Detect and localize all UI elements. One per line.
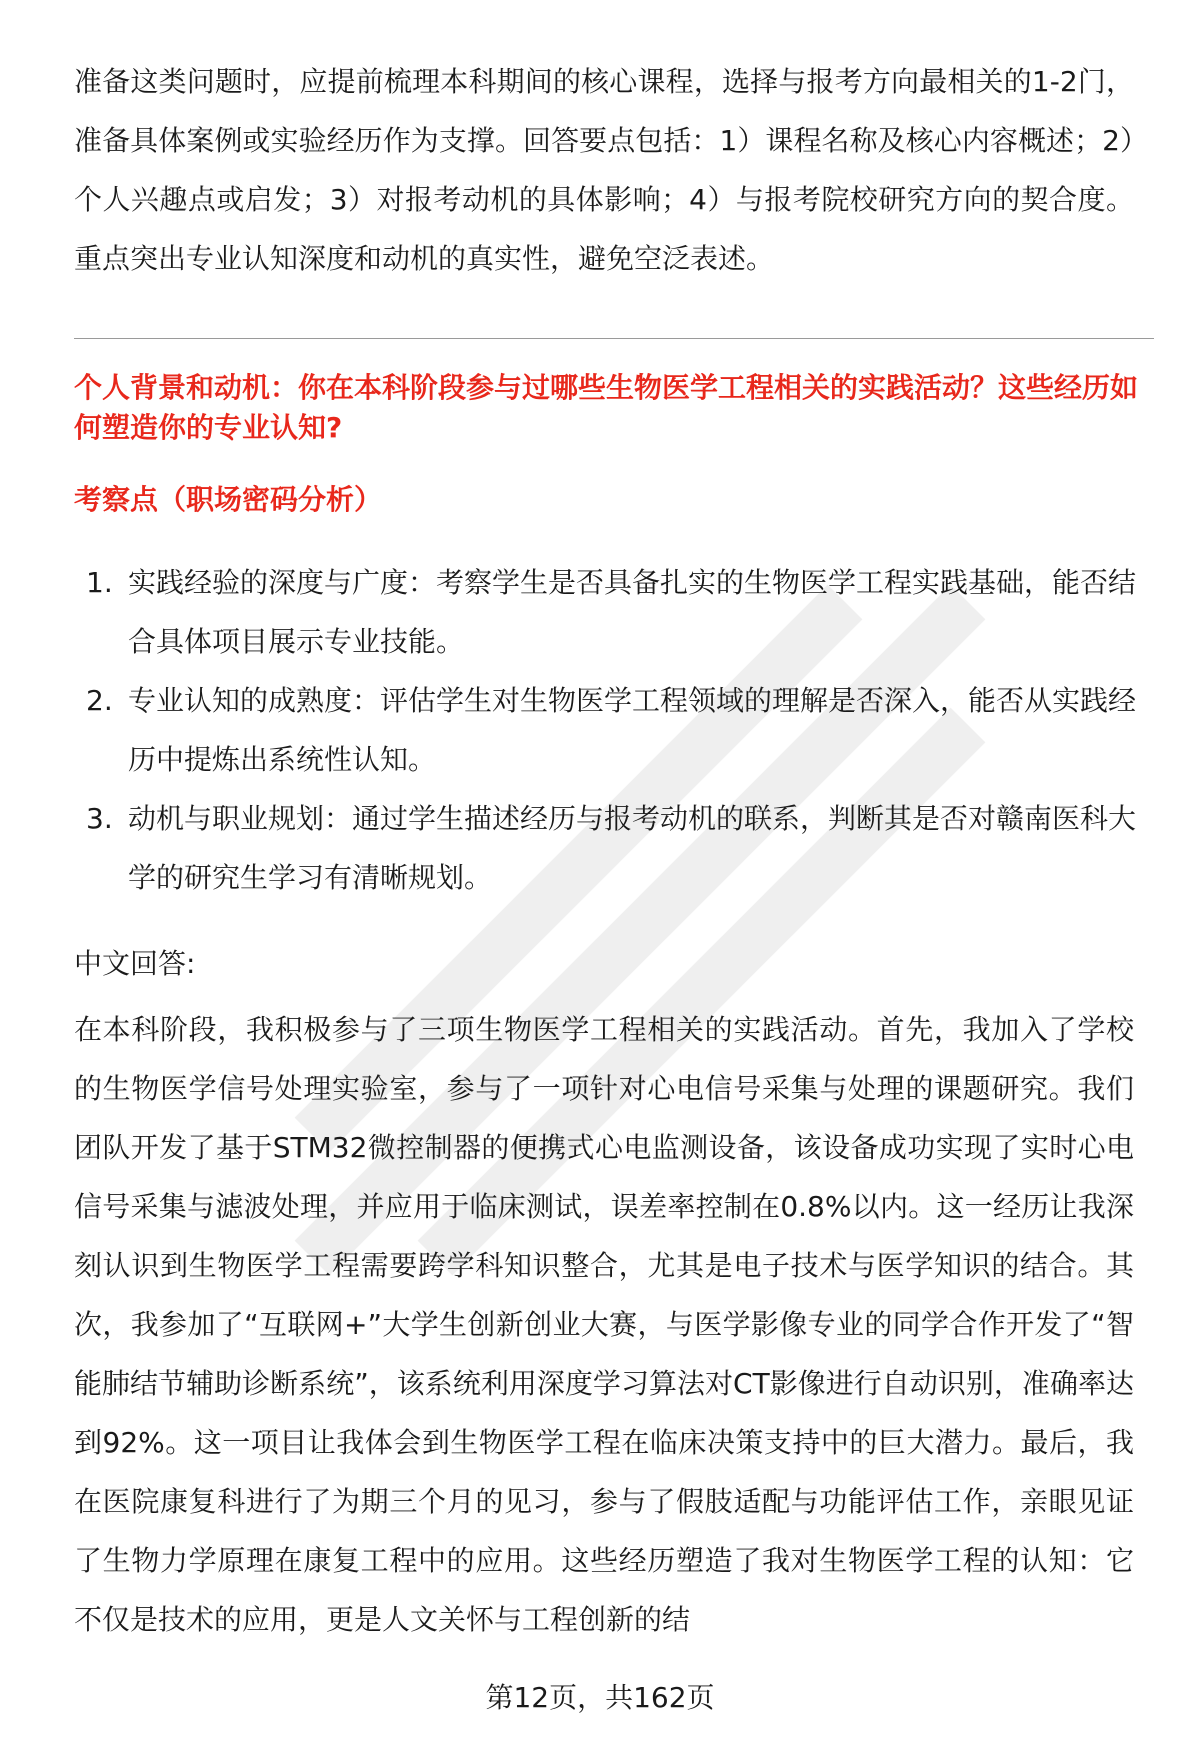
list-item-text: 实践经验的深度与广度：考察学生是否具备扎实的生物医学工程实践基础，能否结合具体项目展示专业技能。 xyxy=(128,566,1137,658)
answer-paragraph: 在本科阶段，我积极参与了三项生物医学工程相关的实践活动。首先，我加入了学校的生物医学信号处理实验室，参与了一项针对心电信号采集与处理的课题研究。我们团队开发了基于STM32微控制器的便携式心电监测设备，该设备成功实现了实时心电信号采集与滤波处理，并应用于临床测试，误差率控制在0.8%以内。这一经历让我深刻认识到生物医学工程需要跨学科知识整合，尤其是电子技术与医学知识的结合。其次，我参加了“互联网+”大学生创新创业大赛，与医学影像专业的同学合作开发了“智能肺结节辅助诊断系统”，该系统利用深度学习算法对CT影像进行自动识别，准确率达到92%。这一项目让我体会到生物医学工程在临床决策支持中的巨大潜力。最后，我在医院康复科进行了为期三个月的见习，参与了假肢适配与功能评估工作，亲眼见证了生物力学原理在康复工程中的应用。这些经历塑造了我对生物医学工程的认知：它不仅是技术的应用，更是人文关怀与工程创新的结 xyxy=(74,1013,1134,1636)
list-item-text: 专业认知的成熟度：评估学生对生物医学工程领域的理解是否深入，能否从实践经历中提炼出系统性认知。 xyxy=(128,684,1137,776)
question-heading: 个人背景和动机：你在本科阶段参与过哪些生物医学工程相关的实践活动？这些经历如何塑造你的专业认知? xyxy=(74,371,1139,444)
section-divider xyxy=(74,338,1154,339)
list-item-text: 动机与职业规划：通过学生描述经历与报考动机的联系，判断其是否对赣南医科大学的研究生学习有清晰规划。 xyxy=(128,802,1137,894)
page-number-footer: 第12页，共162页 xyxy=(485,1681,715,1714)
intro-paragraph: 准备这类问题时，应提前梳理本科期间的核心课程，选择与报考方向最相关的1-2门，准备具体案例或实验经历作为支撑。回答要点包括：1）课程名称及核心内容概述；2）个人兴趣点或启发；3）对报考动机的具体影响；4）与报考院校研究方向的契合度。重点突出专业认知深度和动机的真实性，避免空泛表述。 xyxy=(74,65,1134,275)
answer-label: 中文回答: xyxy=(74,947,196,980)
list-item xyxy=(74,671,1144,789)
assessment-points-list xyxy=(74,553,1144,907)
list-item-number: 2. xyxy=(86,684,113,717)
list-item xyxy=(74,789,1144,907)
list-item-number: 1. xyxy=(86,566,113,599)
list-item-number: 3. xyxy=(86,802,113,835)
assessment-subheading: 考察点（职场密码分析） xyxy=(74,483,383,516)
list-item xyxy=(74,553,1144,671)
